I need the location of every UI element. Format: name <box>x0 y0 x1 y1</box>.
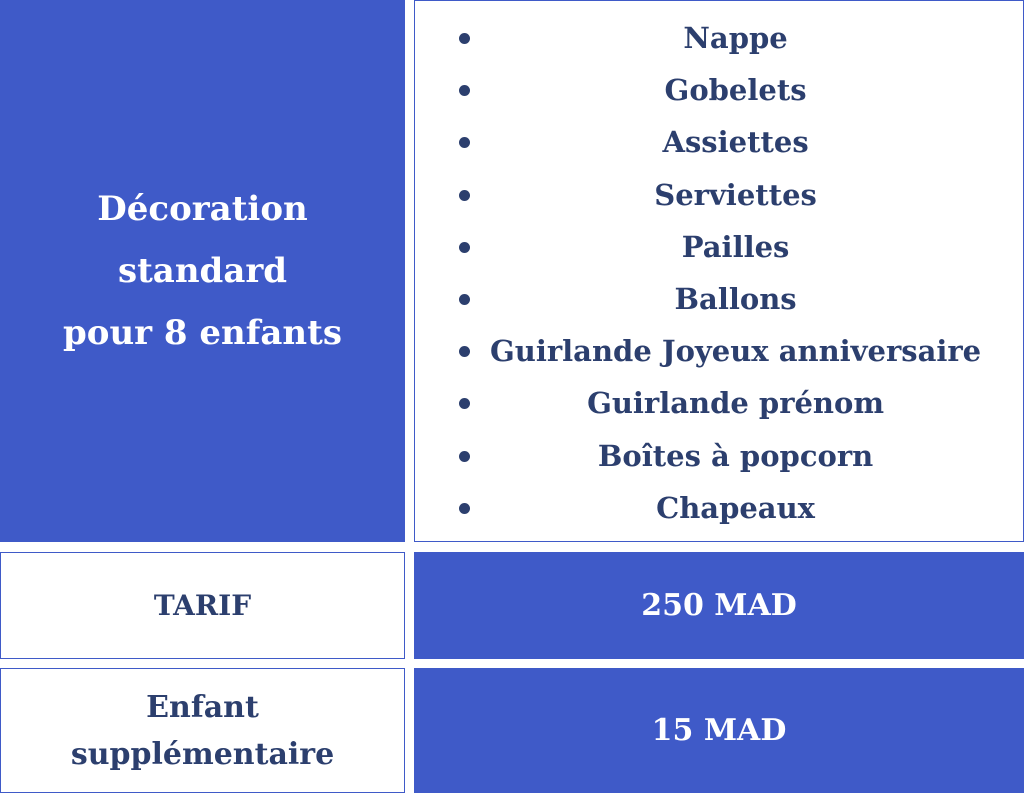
list-item-label: Chapeaux <box>656 490 815 525</box>
extra-child-label <box>0 668 405 793</box>
bullet-icon <box>459 451 470 462</box>
list-item <box>459 221 981 273</box>
list-item-label: Nappe <box>683 21 788 55</box>
list-item <box>459 273 981 325</box>
tarif-label: TARIF <box>0 552 405 659</box>
bullet-icon <box>459 294 470 305</box>
bullet-icon <box>459 190 470 201</box>
bullet-icon <box>459 242 470 253</box>
bullet-icon <box>459 346 470 357</box>
extra-child-price: 15 MAD <box>414 668 1024 793</box>
package-title <box>63 178 342 364</box>
list-item-label: Boîtes à popcorn <box>597 438 874 473</box>
list-item-label: Serviettes <box>654 177 817 212</box>
list-item <box>459 64 981 116</box>
list-item <box>459 12 981 64</box>
list-item-label: Assiettes <box>662 125 809 160</box>
list-item <box>459 169 981 221</box>
list-item-label: Guirlande prénom <box>587 386 885 421</box>
list-item-label: Ballons <box>674 282 797 317</box>
items-cell <box>414 0 1024 542</box>
list-item <box>459 325 981 377</box>
items-list <box>459 12 981 534</box>
tarif-value: 250 MAD <box>414 552 1024 659</box>
list-item <box>459 377 981 429</box>
bullet-icon <box>459 137 470 148</box>
package-title-line: pour 8 enfants <box>63 313 342 353</box>
package-title-cell <box>0 0 405 542</box>
bullet-icon <box>459 33 470 44</box>
bullet-icon <box>459 503 470 514</box>
bullet-icon <box>459 85 470 96</box>
package-title-line: standard <box>117 251 288 291</box>
list-item <box>459 482 981 534</box>
list-item-label: Pailles <box>681 229 790 264</box>
extra-child-label-line: Enfant <box>146 689 259 725</box>
package-title-line: Décoration <box>97 189 308 229</box>
list-item <box>459 430 981 482</box>
list-item <box>459 116 981 168</box>
list-item-label: Guirlande Joyeux anniversaire <box>490 334 982 369</box>
list-item-label: Gobelets <box>664 73 807 108</box>
extra-child-label-line: supplémentaire <box>70 736 335 772</box>
bullet-icon <box>459 398 470 409</box>
